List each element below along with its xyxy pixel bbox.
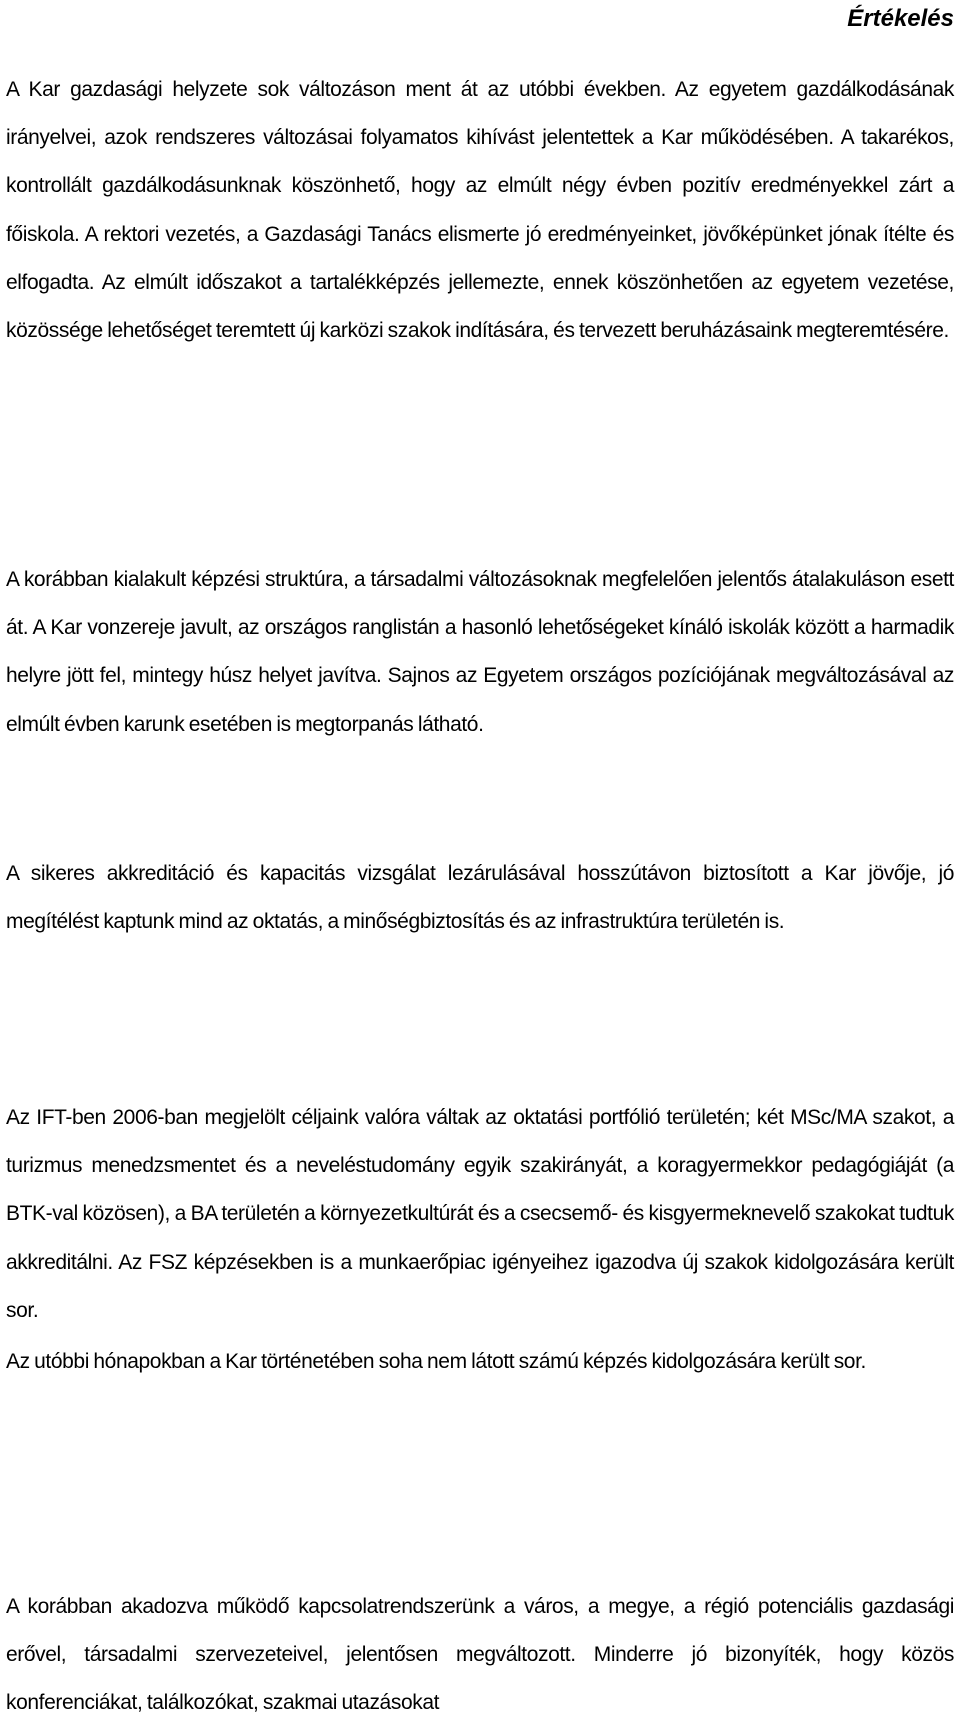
section-heading: Értékelés <box>847 5 954 32</box>
paragraph-relationships: A korábban akadozva működő kapcsolatrendszerünk a város, a megye, a régió potenciális gazdasági erővel, társadalmi szervezeteivel, jelentősen megváltozott. Minderre jó bizonyíték, hogy közös konferenciákat, találkozókat, szakmai utazásokat <box>6 1595 954 1715</box>
paragraph-training-structure: A korábban kialakult képzési struktúra, a társadalmi változásoknak megfelelően jelentős átalakuláson esett át. A Kar vonzereje javult, az országos ranglistán a hasonló lehetőségeket kínáló iskolák között a harmadik helyre jött fel, mintegy húsz helyet javítva. Sajnos az Egyetem országos pozíciójának megváltozásával az elmúlt évben karunk esetében is megtorpanás látható. <box>6 568 954 736</box>
paragraph-accreditation: A sikeres akkreditáció és kapacitás vizsgálat lezárulásával hosszútávon biztosított a Kar jövője, jó megítélést kaptunk mind az oktatás, a minőségbiztosítás és az infrastruktúra területén is. <box>6 862 954 934</box>
paragraph-ift-goals: Az IFT-ben 2006-ban megjelölt céljaink valóra váltak az oktatási portfólió területén; két MSc/MA szakot, a turizmus menedzsmentet és a neveléstudomány egyik szakirányát, a koragyermekkor pedagógiáját (a BTK-val közösen), a BA területén a környezetkultúrát és a csecsemő- és kisgyermeknevelő szakokat tudtuk akkreditálni. Az FSZ képzésekben is a munkaerőpiac igényeihez igazodva új szakok kidolgozására került sor. <box>6 1106 954 1322</box>
paragraph-financial-situation: A Kar gazdasági helyzete sok változáson ment át az utóbbi években. Az egyetem gazdálkodásának irányelvei, azok rendszeres változásai folyamatos kihívást jelentettek a Kar működésében. A takarékos, kontrollált gazdálkodásunknak köszönhető, hogy az elmúlt négy évben pozitív eredményekkel zárt a főiskola. A rektori vezetés, a Gazdasági Tanács elismerte jó eredményeinket, jövőképünket jónak ítélte és elfogadta. Az elmúlt időszakot a tartalékképzés jellemezte, ennek köszönhetően az egyetem vezetése, közössége lehetőséget teremtett új karközi szakok indítására, és tervezett beruházásaink megteremtésére. <box>6 78 954 343</box>
paragraph-recent-programmes: Az utóbbi hónapokban a Kar történetében soha nem látott számú képzés kidolgozására került sor. <box>6 1350 866 1373</box>
